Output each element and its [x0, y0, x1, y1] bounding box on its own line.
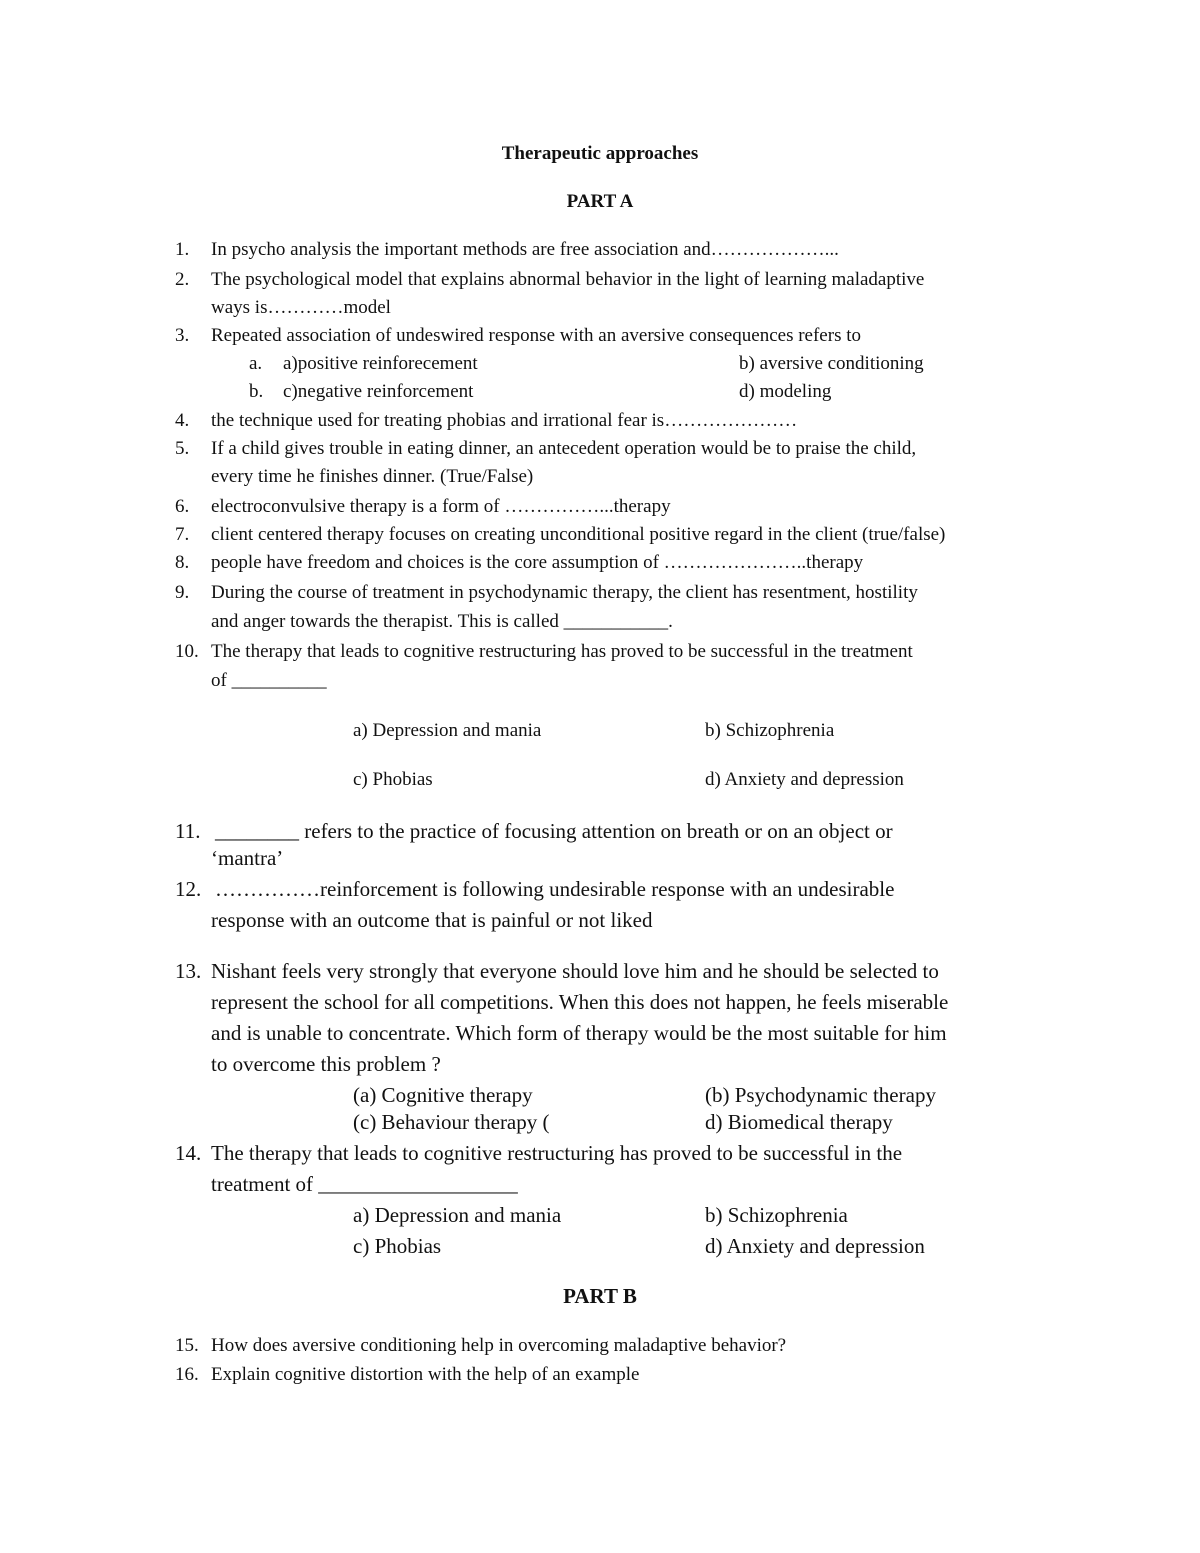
option-d: d) modeling [739, 381, 832, 402]
question-number: 8. [175, 552, 190, 573]
answer-blank: ___________________ [318, 1172, 518, 1196]
option-c: c)negative reinforcement [283, 381, 474, 402]
question-number: 10. [175, 641, 199, 662]
question-text-part: . [668, 611, 673, 632]
question-number: 6. [175, 496, 190, 517]
question-number: 1. [175, 239, 190, 260]
option-c: (c) Behaviour therapy ( [353, 1110, 550, 1134]
question-text: client centered therapy focuses on creating unconditional positive regard in the client (true/false) [211, 524, 946, 545]
option-label: b. [249, 381, 264, 402]
question-text: If a child gives trouble in eating dinner, an antecedent operation would be to praise the child, [211, 438, 917, 459]
question-text: Explain cognitive distortion with the help of an example [211, 1364, 640, 1385]
option-c: c) Phobias [353, 769, 433, 790]
question-text-part: and anger towards the therapist. This is called [211, 611, 559, 632]
option-b: b) Schizophrenia [705, 1203, 848, 1227]
question-text: represent the school for all competitions. When this does not happen, he feels miserable [211, 990, 949, 1014]
question-text-part: of [211, 670, 227, 691]
option-b: b) aversive conditioning [739, 353, 924, 374]
answer-blank: ________ [215, 819, 299, 843]
question-text: ‘mantra’ [211, 846, 284, 870]
option-b: (b) Psychodynamic therapy [705, 1083, 936, 1107]
question-text: The psychological model that explains abnormal behavior in the light of learning maladaptive [211, 269, 925, 290]
question-number: 3. [175, 325, 190, 346]
question-text: ……………reinforcement is following undesirable response with an undesirable [215, 877, 895, 901]
page-title: Therapeutic approaches [501, 143, 699, 164]
option-a: a) Depression and mania [353, 1203, 562, 1227]
question-text-part: treatment of [211, 1172, 314, 1196]
part-a-heading: PART A [566, 191, 634, 212]
question-number: 4. [175, 410, 190, 431]
part-b-heading: PART B [563, 1284, 637, 1308]
question-text [211, 1172, 518, 1196]
question-text: every time he finishes dinner. (True/False) [211, 466, 534, 487]
question-text-part: refers to the practice of focusing attention on breath or on an object or [304, 819, 893, 843]
option-b: b) Schizophrenia [705, 720, 835, 741]
option-d: d) Biomedical therapy [705, 1110, 893, 1134]
question-number: 9. [175, 582, 190, 603]
question-number: 16. [175, 1364, 199, 1385]
question-text: During the course of treatment in psychodynamic therapy, the client has resentment, hostility [211, 582, 918, 603]
question-number: 2. [175, 269, 190, 290]
question-number: 14. [175, 1141, 202, 1165]
question-number: 15. [175, 1335, 199, 1356]
question-text: response with an outcome that is painful or not liked [211, 908, 653, 932]
question-text: the technique used for treating phobias and irrational fear is………………… [211, 410, 798, 431]
question-text: and is unable to concentrate. Which form of therapy would be the most suitable for him [211, 1021, 947, 1045]
question-text: Nishant feels very strongly that everyone should love him and he should be selected to [211, 959, 939, 983]
option-label: a. [249, 353, 263, 374]
question-number: 13. [175, 959, 202, 983]
question-number: 5. [175, 438, 190, 459]
question-text: to overcome this problem ? [211, 1052, 441, 1076]
question-text: ways is…………model [211, 297, 391, 318]
question-number: 11. [175, 819, 201, 843]
question-text: How does aversive conditioning help in overcoming maladaptive behavior? [211, 1335, 787, 1356]
question-text: people have freedom and choices is the core assumption of …………………..therapy [211, 552, 864, 573]
question-text: The therapy that leads to cognitive restructuring has proved to be successful in the treatment [211, 641, 913, 662]
question-number: 7. [175, 524, 190, 545]
option-d: d) Anxiety and depression [705, 1234, 925, 1258]
answer-blank: __________ [231, 670, 327, 691]
question-text: The therapy that leads to cognitive restructuring has proved to be successful in the [211, 1141, 903, 1165]
question-text: In psycho analysis the important methods are free association and………………... [211, 239, 839, 260]
option-a: a)positive reinforecement [283, 353, 478, 374]
question-text [211, 611, 673, 633]
option-d: d) Anxiety and depression [705, 769, 904, 790]
question-text [215, 819, 893, 843]
question-text: electroconvulsive therapy is a form of ……………...therapy [211, 496, 671, 517]
answer-blank: ___________ [563, 611, 669, 632]
option-c: c) Phobias [353, 1234, 442, 1258]
question-text [211, 670, 327, 692]
option-a: (a) Cognitive therapy [353, 1083, 533, 1107]
question-number: 12. [175, 877, 202, 901]
option-a: a) Depression and mania [353, 720, 542, 741]
question-text: Repeated association of undeswired response with an aversive consequences refers to [211, 325, 861, 346]
